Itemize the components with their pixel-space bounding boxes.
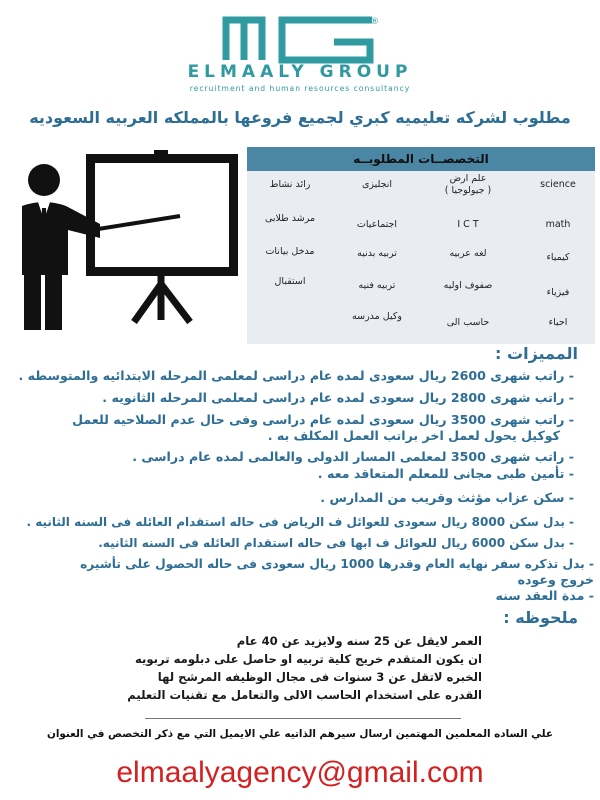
specialties-table <box>247 147 595 344</box>
feature-item: - بدل تذكره سفر نهايه العام وقدرها 1000 ريال سعودى فى حاله الحصول على تأشيره <box>80 557 594 571</box>
table-cell: I C T <box>457 219 479 230</box>
table-cell: مرشد طلابى <box>264 213 316 224</box>
feature-item: - راتب شهرى 3500 لمعلمى المسار الدولى والعالمى لمده عام دراسى . <box>132 449 574 464</box>
table-cell: مدخل بيانات <box>265 246 315 257</box>
feature-item: - راتب شهرى 2800 ريال سعودى لمده عام دراسى لمعلمى المرحله الثانويه . <box>102 390 574 405</box>
table-cell: science <box>540 179 576 190</box>
divider <box>145 718 461 719</box>
feature-item: - راتب شهرى 2600 ريال سعودى لمده عام دراسى لمعلمى المرحله الابتدائيه والمتوسطه . <box>18 368 574 383</box>
table-cell: احياء <box>548 317 568 328</box>
table-cell: اجتماعيات <box>356 219 398 230</box>
logo-tagline: recruitment and human resources consultancy <box>189 84 411 93</box>
feature-item: - بدل سكن 6000 ريال للعوائل ف ابها فى حاله استقدام العائله فى السنه الثانيه. <box>98 536 574 550</box>
mg-logo-mark-icon <box>222 14 378 62</box>
table-cell: علم ارض ( جيولوجيا ) <box>444 173 492 196</box>
feature-item: كوكيل يحول لعمل اخر براتب العمل المكلف به . <box>267 428 560 443</box>
table-cell: تربيه فنيه <box>358 280 396 291</box>
contact-email-link[interactable]: elmaalyagency@gmail.com <box>116 756 484 789</box>
note-item: ان يكون المتقدم خريج كلية تربيه او حاصل على دبلومه تربويه <box>135 652 482 666</box>
table-cell: فيزياء <box>546 287 570 298</box>
feature-item: خروج وعوده <box>517 572 594 587</box>
feature-item: - مدة العقد سنه <box>495 588 594 603</box>
feature-item: - بدل سكن 8000 ريال سعودى للعوائل ف الرياض فى حاله استقدام العائله فى السنه الثانيه . <box>26 515 574 529</box>
teacher-at-board-icon <box>8 150 248 340</box>
table-cell: تربيه بدنيه <box>357 248 397 259</box>
note-item: الخبره لاتقل عن 3 سنوات فى مجال الوظيفه المرشح لها <box>157 670 482 684</box>
logo <box>0 0 600 98</box>
table-cell: لغه عربيه <box>449 248 487 259</box>
feature-item: - تأمين طبى مجانى للمعلم المتعاقد معه . <box>317 466 574 481</box>
footer-instructions: علي الساده المعلمين المهتمين ارسال سيرهم الذاتيه علي الايميل التي مع ذكر التخصص في العنوان <box>46 728 554 740</box>
table-cell: انجليزى <box>361 179 393 190</box>
table-cell: حاسب الى <box>446 317 490 328</box>
table-cell: استقبال <box>274 276 306 287</box>
notes-title: ملحوظه : <box>503 608 578 627</box>
feature-item: - سكن عزاب مؤثث وقريب من المدارس . <box>320 490 574 505</box>
note-item: القدره على استخدام الحاسب الالى والتعامل مع تقنيات التعليم <box>127 688 482 702</box>
table-cell: math <box>545 219 571 230</box>
feature-item: - راتب شهرى 3500 ريال سعودى لمده عام دراسى وفى حال عدم الصلاحيه للعمل <box>72 412 574 427</box>
page-headline: مطلوب لشركه تعليميه كبري لجميع فروعها بالمملكه العربيه السعوديه <box>29 108 571 127</box>
table-cell: كيمياء <box>546 252 570 263</box>
table-cell: وكيل مدرسه <box>352 311 402 322</box>
registered-mark: ® <box>370 17 379 27</box>
note-item: العمر لايقل عن 25 سنه ولايزيد عن 40 عام <box>236 634 482 648</box>
features-title: المميزات : <box>495 344 578 363</box>
logo-company-name: ELMAALY GROUP <box>187 62 413 82</box>
table-cell: رائد نشاط <box>269 179 311 190</box>
specialties-table-title: التخصصــات المطلوبــه <box>247 147 595 171</box>
table-cell: صفوف اوليه <box>443 280 493 291</box>
